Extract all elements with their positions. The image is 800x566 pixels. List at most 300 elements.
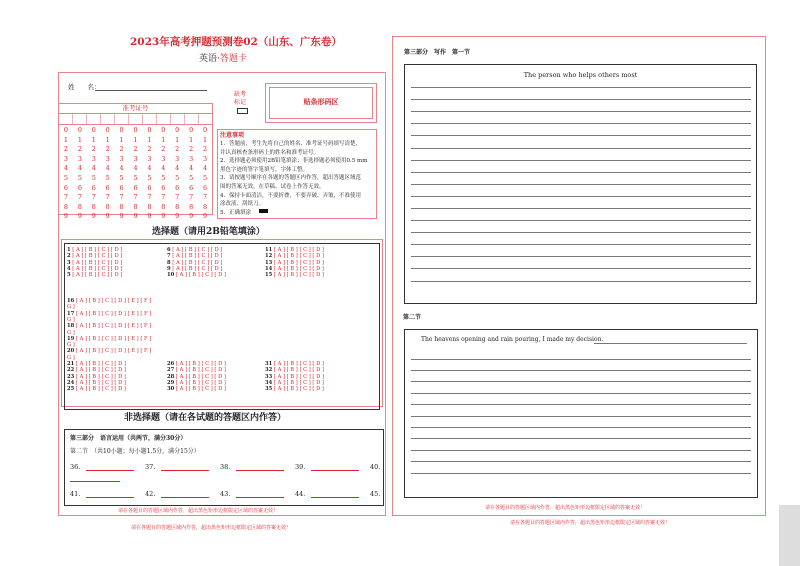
answer-line[interactable] xyxy=(411,438,751,439)
nonmc-title: 非选择题（请在各试题的答题区内作答） xyxy=(124,413,287,423)
blank-row-36-40[interactable] xyxy=(70,462,382,482)
exam-digit-option[interactable]: 6 xyxy=(91,183,96,192)
mc-options[interactable]: [ A ] [ B ] [ C ] [ D ] xyxy=(75,361,126,367)
exam-digit-option[interactable]: 5 xyxy=(77,173,82,182)
blank-number: 41. xyxy=(70,490,81,498)
card-title: 2023年高考押题预测卷02（山东、广东卷） xyxy=(130,36,342,48)
blank-number: 45. xyxy=(370,490,381,498)
mc-options[interactable]: [ A ] [ B ] [ C ] [ D ] [ E ] [ F ] xyxy=(75,310,152,317)
notes-line: 3．请按题号顺序在各题的答题区内作答，超出答题区域范 xyxy=(220,175,362,182)
edge-artifact xyxy=(779,505,800,566)
exam-digit-option[interactable]: 4 xyxy=(77,164,82,173)
exam-digit-option[interactable]: 9 xyxy=(175,212,180,221)
exam-digit-column[interactable] xyxy=(115,126,129,222)
exam-digit-column[interactable] xyxy=(156,126,170,222)
mc-options[interactable]: [ A ] [ B ] [ C ] [ D ] xyxy=(72,253,123,260)
notes-line: 围的答案无效，在草稿、试卷上作答无效。 xyxy=(220,183,325,190)
exam-digit-option[interactable]: 0 xyxy=(161,126,166,134)
answer-line[interactable] xyxy=(411,135,751,136)
exam-digit-option[interactable]: 4 xyxy=(175,164,180,173)
mc-question-number: 18 xyxy=(67,323,75,330)
exam-digit-option[interactable]: 4 xyxy=(119,164,124,173)
exam-digit-option[interactable]: 8 xyxy=(202,202,208,211)
exam-digit-option[interactable]: 2 xyxy=(202,145,208,154)
exam-digit-option[interactable]: 6 xyxy=(77,183,82,192)
subject-label: 英语 xyxy=(199,54,218,64)
mc-question-number: 8 xyxy=(167,259,171,266)
answer-blank[interactable] xyxy=(161,497,209,498)
answer-line[interactable] xyxy=(411,160,751,161)
notes-line: 涂改液、刮纸刀。 xyxy=(220,201,265,208)
exam-digit-option[interactable]: 4 xyxy=(91,164,96,173)
mc-question[interactable] xyxy=(67,323,151,329)
answer-line[interactable] xyxy=(411,416,751,417)
exam-digit-option[interactable]: 7 xyxy=(161,193,166,202)
mc-question-number: 29 xyxy=(167,379,175,386)
answer-line[interactable] xyxy=(411,281,751,282)
mc-options[interactable]: [ A ] [ B ] [ C ] [ D ] xyxy=(75,386,126,393)
answer-line[interactable] xyxy=(411,196,751,197)
answer-blank[interactable] xyxy=(86,497,134,498)
writing-part-heading: 第三部分 写作 第一节 xyxy=(404,49,471,56)
exam-digit-option[interactable]: 0 xyxy=(175,126,180,134)
name-field[interactable] xyxy=(95,90,207,91)
exam-digit-option[interactable]: 8 xyxy=(161,202,166,211)
mc-options[interactable]: [ A ] [ B ] [ C ] [ D ] xyxy=(273,379,324,386)
notes-title: 注意事项 xyxy=(220,132,245,139)
mc-question-number: 12 xyxy=(265,253,273,260)
exam-digit-option[interactable]: 7 xyxy=(91,193,96,202)
notes-box xyxy=(217,129,377,219)
mc-options[interactable]: [ A ] [ B ] [ C ] [ D ] xyxy=(172,259,223,266)
exam-number-inputs xyxy=(59,114,212,125)
mc-options[interactable]: [ A ] [ B ] [ C ] [ D ] xyxy=(175,379,226,386)
exam-digit-option[interactable]: 3 xyxy=(133,154,138,163)
exam-digit-option[interactable]: 7 xyxy=(175,193,180,202)
exam-digit-option[interactable]: 5 xyxy=(133,173,138,182)
mc-option-wrap: G ] xyxy=(67,304,75,311)
exam-digit-option[interactable]: 2 xyxy=(63,145,68,154)
exam-digit-option[interactable]: 6 xyxy=(119,183,124,192)
exam-digit-option[interactable]: 0 xyxy=(202,126,208,134)
exam-digit-option[interactable]: 6 xyxy=(133,183,138,192)
part3-heading: 第三部分 语言运用（共两节，满分30分） xyxy=(70,435,187,442)
answer-line[interactable] xyxy=(411,381,751,382)
answer-blank[interactable] xyxy=(70,481,120,482)
mc-question-number: 15 xyxy=(265,272,273,279)
warning-right-bottom: 请在各题目的答题区域内作答，超出黑色矩形边框限定区域的答案无效！ xyxy=(510,520,671,526)
exam-digit-option[interactable]: 8 xyxy=(175,202,180,211)
answer-line[interactable] xyxy=(411,184,751,185)
exam-digit-option[interactable]: 3 xyxy=(189,154,194,163)
mc-options[interactable]: [ A ] [ B ] [ C ] [ D ] xyxy=(72,272,123,279)
answer-line[interactable] xyxy=(411,268,751,269)
exam-digit-option[interactable]: 0 xyxy=(63,126,68,134)
exam-digit-option[interactable]: 0 xyxy=(133,126,138,134)
exam-digit-option[interactable]: 7 xyxy=(63,193,68,202)
exam-digit-option[interactable]: 6 xyxy=(189,183,194,192)
exam-digit-option[interactable]: 1 xyxy=(175,135,180,144)
mc-question-number: 2 xyxy=(67,253,71,260)
exam-digit-option[interactable]: 5 xyxy=(105,173,110,182)
mc-options[interactable]: [ A ] [ B ] [ C ] [ D ] xyxy=(175,361,226,367)
exam-digit-option[interactable]: 7 xyxy=(202,193,208,202)
mc-options[interactable]: [ A ] [ B ] [ C ] [ D ] xyxy=(273,265,324,272)
exam-digit-option[interactable]: 8 xyxy=(77,202,82,211)
mc-question-number: 20 xyxy=(67,348,75,355)
mc-options[interactable]: [ A ] [ B ] [ C ] [ D ] xyxy=(175,272,226,279)
exam-digit-option[interactable]: 2 xyxy=(91,145,96,154)
exam-digit-option[interactable]: 6 xyxy=(105,183,110,192)
answer-line[interactable] xyxy=(411,99,751,100)
mc-question[interactable] xyxy=(67,298,151,304)
exam-digit-option[interactable]: 3 xyxy=(91,154,96,163)
mc-options[interactable]: [ A ] [ B ] [ C ] [ D ] xyxy=(273,373,324,380)
answer-line[interactable] xyxy=(411,172,751,173)
mc-question[interactable] xyxy=(265,272,324,278)
mc-options[interactable]: [ A ] [ B ] [ C ] [ D ] [ E ] [ F ] xyxy=(75,323,152,330)
mc-options[interactable]: [ A ] [ B ] [ C ] [ D ] xyxy=(172,247,223,253)
exam-digit-option[interactable]: 5 xyxy=(175,173,180,182)
exam-number-box xyxy=(58,103,213,221)
answer-blank[interactable] xyxy=(86,470,134,471)
answer-line[interactable] xyxy=(411,370,751,371)
mc-options[interactable]: [ A ] [ B ] [ C ] [ D ] xyxy=(172,253,223,260)
essay1-title: The person who helps others most xyxy=(523,71,638,79)
exam-digit-option[interactable]: 6 xyxy=(147,183,152,192)
mc-question-number: 24 xyxy=(67,379,75,386)
essay2-lines[interactable] xyxy=(411,353,751,474)
section2-heading: 第二节 （共10小题；每小题1.5分，满分15分） xyxy=(70,448,200,455)
mc-question-number: 31 xyxy=(265,361,273,367)
answer-line[interactable] xyxy=(411,220,751,221)
mc-options[interactable]: [ A ] [ B ] [ C ] [ D ] xyxy=(175,386,226,393)
mc-question-number: 26 xyxy=(167,361,175,367)
exam-digit-option[interactable]: 3 xyxy=(63,154,68,163)
exam-digit-option[interactable]: 4 xyxy=(202,164,208,173)
mc-question-number: 30 xyxy=(167,386,175,393)
mc-options[interactable]: [ A ] [ B ] [ C ] [ D ] xyxy=(175,373,226,380)
exam-digit-option[interactable]: 2 xyxy=(133,145,138,154)
exam-digit-option[interactable]: 3 xyxy=(105,154,110,163)
mc-question-number: 6 xyxy=(167,247,171,253)
exam-digit-option[interactable]: 1 xyxy=(91,135,96,144)
mc-question-number: 28 xyxy=(167,373,175,380)
exam-digit-option[interactable]: 8 xyxy=(119,202,124,211)
answer-blank[interactable] xyxy=(161,470,209,471)
exam-digit-column[interactable] xyxy=(87,126,101,222)
blank-number: 36. xyxy=(70,463,81,471)
notes-line: 5．正确填涂 xyxy=(220,209,251,216)
exam-digit-column[interactable] xyxy=(142,126,156,222)
mc-options[interactable]: [ A ] [ B ] [ C ] [ D ] xyxy=(75,379,126,386)
exam-digit-option[interactable]: 1 xyxy=(202,135,208,144)
mc-question-number: 32 xyxy=(265,367,273,374)
exam-digit-option[interactable]: 2 xyxy=(175,145,180,154)
mc-options[interactable]: [ A ] [ B ] [ C ] [ D ] [ E ] [ F ] xyxy=(75,335,152,342)
mc-options[interactable]: [ A ] [ B ] [ C ] [ D ] xyxy=(172,265,223,272)
mc-question-number: 10 xyxy=(167,272,175,279)
section2-label: 第二节 xyxy=(403,314,422,321)
writing-section2-box[interactable] xyxy=(404,329,758,498)
mc-question-number: 25 xyxy=(67,386,75,393)
exam-digit-option[interactable]: 7 xyxy=(147,193,152,202)
exam-digit-option[interactable]: 7 xyxy=(133,193,138,202)
exam-digit-option[interactable]: 9 xyxy=(91,212,96,221)
exam-digit-option[interactable]: 0 xyxy=(147,126,152,134)
exam-digit-option[interactable]: 0 xyxy=(77,126,82,134)
nonmc-answer-area xyxy=(64,429,384,506)
mc-question-number: 3 xyxy=(67,259,71,266)
exam-digit-option[interactable]: 4 xyxy=(147,164,152,173)
answer-line[interactable] xyxy=(411,232,751,233)
exam-digit-option[interactable]: 2 xyxy=(119,145,124,154)
answer-line[interactable] xyxy=(411,256,751,257)
exam-digit-option[interactable]: 6 xyxy=(161,183,166,192)
mc-options[interactable]: [ A ] [ B ] [ C ] [ D ] xyxy=(72,265,123,272)
exam-digit-option[interactable]: 9 xyxy=(189,212,194,221)
answer-blank[interactable] xyxy=(311,470,359,471)
exam-digit-option[interactable]: 0 xyxy=(189,126,194,134)
mc-question-number: 27 xyxy=(167,367,175,374)
exam-digit-option[interactable]: 3 xyxy=(175,154,180,163)
warning-left-bottom: 请在各题目的答题区域内作答，超出黑色矩形边框限定区域的答案无效！ xyxy=(131,525,292,531)
card-subtitle: 英语·答题卡 xyxy=(199,54,247,64)
exam-digit-option[interactable]: 3 xyxy=(202,154,208,163)
exam-digit-option[interactable]: 8 xyxy=(189,202,194,211)
essay1-lines[interactable] xyxy=(411,81,751,282)
exam-digit-option[interactable]: 5 xyxy=(202,173,208,182)
answer-line[interactable] xyxy=(411,404,751,405)
exam-digit-option[interactable]: 2 xyxy=(189,145,194,154)
exam-digit-option[interactable]: 9 xyxy=(161,212,166,221)
exam-digit-option[interactable]: 6 xyxy=(175,183,180,192)
exam-digit-option[interactable]: 6 xyxy=(63,183,68,192)
mc-question-number: 11 xyxy=(265,247,273,253)
mc-option-wrap: G ] xyxy=(67,316,75,323)
barcode-label: 贴条形码区 xyxy=(303,97,339,106)
writing-section1-box[interactable] xyxy=(404,64,757,304)
exam-digit-option[interactable]: 3 xyxy=(147,154,152,163)
answer-blank[interactable] xyxy=(236,470,284,471)
mc-question-number: 22 xyxy=(67,367,75,374)
exam-digit-option[interactable]: 8 xyxy=(147,202,152,211)
exam-digit-column[interactable] xyxy=(101,126,115,222)
mc-option-wrap: G ] xyxy=(67,342,75,349)
exam-digit-option[interactable]: 5 xyxy=(119,173,124,182)
exam-digit-option[interactable]: 9 xyxy=(133,212,138,221)
exam-digit-option[interactable]: 0 xyxy=(91,126,96,134)
exam-digit-option[interactable]: 8 xyxy=(91,202,96,211)
mc-title: 选择题（请用2B铅笔填涂） xyxy=(152,227,265,237)
notes-line: 并认真核查条形码上的姓名和准考证号。 xyxy=(220,149,320,156)
mc-question-number: 14 xyxy=(265,265,273,272)
exam-digit-option[interactable]: 9 xyxy=(202,212,208,221)
answer-line[interactable] xyxy=(411,111,751,112)
mc-question-number: 17 xyxy=(67,310,75,317)
mc-question[interactable] xyxy=(167,272,226,278)
exam-digit-option[interactable]: 9 xyxy=(147,212,152,221)
mc-question-number: 5 xyxy=(67,272,71,279)
absent-mark-box[interactable] xyxy=(237,108,248,114)
mc-options[interactable]: [ A ] [ B ] [ C ] [ D ] xyxy=(273,272,324,279)
exam-digit-option[interactable]: 7 xyxy=(189,193,194,202)
exam-digit-column[interactable] xyxy=(59,126,73,222)
answer-line[interactable] xyxy=(411,87,751,88)
mc-options[interactable]: [ A ] [ B ] [ C ] [ D ] xyxy=(75,367,126,374)
exam-digit-option[interactable]: 5 xyxy=(147,173,152,182)
exam-digit-option[interactable]: 2 xyxy=(147,145,152,154)
exam-number-title: 准考证号 xyxy=(59,104,212,114)
absent-mark-label: 缺考 标记 xyxy=(234,91,247,106)
notes-line: 4．保持卡面清洁，不要折叠，不要弄破、弄皱，不准使用 xyxy=(220,192,362,199)
exam-digit-column[interactable] xyxy=(170,126,184,222)
answer-line[interactable] xyxy=(411,244,751,245)
mc-question-number: 35 xyxy=(265,386,273,393)
exam-digit-option[interactable]: 3 xyxy=(77,154,82,163)
mc-question-number: 1 xyxy=(67,247,71,253)
answer-line[interactable] xyxy=(411,461,751,462)
exam-digit-option[interactable]: 1 xyxy=(105,135,110,144)
name-label: 姓 名： xyxy=(68,83,101,91)
exam-digit-option[interactable]: 2 xyxy=(77,145,82,154)
exam-digit-option[interactable]: 0 xyxy=(119,126,124,134)
mc-option-wrap: G ] xyxy=(67,354,75,361)
exam-digit-option[interactable]: 3 xyxy=(161,154,166,163)
mc-question-number: 34 xyxy=(265,379,273,386)
mc-question[interactable] xyxy=(67,336,151,342)
mc-question-number: 13 xyxy=(265,259,273,266)
notes-line: 2．选择题必须使用2B铅笔填涂；非选择题必须使用0.5 mm xyxy=(220,158,368,165)
exam-digit-option[interactable]: 4 xyxy=(161,164,166,173)
mc-options[interactable]: [ A ] [ B ] [ C ] [ D ] [ E ] [ F ] xyxy=(75,348,152,355)
blank-number: 38. xyxy=(220,463,231,471)
warning-right-inner: 请在各题目的答题区域内作答，超出黑色矩形边框限定区域的答案无效！ xyxy=(485,505,646,511)
mc-question-number: 7 xyxy=(167,253,171,260)
blank-number: 44. xyxy=(295,490,306,498)
exam-digit-option[interactable]: 7 xyxy=(119,193,124,202)
mc-option-wrap: G ] xyxy=(67,329,75,336)
mc-options[interactable]: [ A ] [ B ] [ C ] [ D ] [ E ] [ F ] xyxy=(75,298,152,304)
exam-digit-option[interactable]: 8 xyxy=(133,202,138,211)
answer-card-label: 答题卡 xyxy=(219,54,247,64)
exam-digit-column[interactable] xyxy=(73,126,87,222)
mc-options[interactable]: [ A ] [ B ] [ C ] [ D ] xyxy=(72,259,123,266)
exam-digit-option[interactable]: 1 xyxy=(133,135,138,144)
exam-digit-option[interactable]: 2 xyxy=(105,145,110,154)
exam-digit-option[interactable]: 4 xyxy=(189,164,194,173)
warning-left-inner: 请在各题目的答题区域内作答，超出黑色矩形边框限定区域的答案无效！ xyxy=(118,508,279,514)
barcode-area xyxy=(265,83,377,123)
answer-line[interactable] xyxy=(411,393,751,394)
exam-digit-option[interactable]: 8 xyxy=(105,202,110,211)
answer-blank[interactable] xyxy=(236,497,284,498)
exam-digit-option[interactable]: 9 xyxy=(77,212,82,221)
exam-digit-option[interactable]: 4 xyxy=(105,164,110,173)
mc-question[interactable] xyxy=(67,348,151,354)
mc-options[interactable]: [ A ] [ B ] [ C ] [ D ] xyxy=(273,259,324,266)
mc-options[interactable]: [ A ] [ B ] [ C ] [ D ] xyxy=(273,253,324,260)
answer-line[interactable] xyxy=(411,208,751,209)
exam-digit-option[interactable]: 1 xyxy=(77,135,82,144)
exam-digit-option[interactable]: 6 xyxy=(202,183,208,192)
exam-digit-option[interactable]: 4 xyxy=(133,164,138,173)
blank-number: 40. xyxy=(370,463,381,471)
blank-number: 42. xyxy=(145,490,156,498)
mc-question-number: 16 xyxy=(67,298,75,304)
exam-digit-option[interactable]: 5 xyxy=(161,173,166,182)
mc-question[interactable] xyxy=(265,386,324,392)
mc-question[interactable] xyxy=(67,272,122,278)
blank-row-41-45[interactable] xyxy=(70,489,382,501)
exam-digit-column[interactable] xyxy=(198,126,212,222)
mc-options[interactable]: [ A ] [ B ] [ C ] [ D ] xyxy=(175,367,226,374)
blank-number: 37. xyxy=(145,463,156,471)
exam-digit-option[interactable]: 1 xyxy=(63,135,68,144)
exam-digit-option[interactable]: 9 xyxy=(119,212,124,221)
exam-digit-grid[interactable] xyxy=(59,125,212,222)
exam-digit-option[interactable]: 1 xyxy=(119,135,124,144)
exam-digit-option[interactable]: 4 xyxy=(63,164,68,173)
mc-question-number: 23 xyxy=(67,373,75,380)
mc-question[interactable] xyxy=(67,386,126,392)
mc-question-number: 21 xyxy=(67,361,75,367)
notes-line: 1．答题前，考生先将自己的姓名、准考证号码填写清楚， xyxy=(220,141,362,147)
answer-line[interactable] xyxy=(411,123,751,124)
mc-question-number: 33 xyxy=(265,373,273,380)
exam-digit-option[interactable]: 7 xyxy=(105,193,110,202)
mc-question-number: 19 xyxy=(67,335,75,342)
answer-line[interactable] xyxy=(411,473,751,474)
exam-digit-option[interactable]: 5 xyxy=(189,173,194,182)
exam-digit-option[interactable]: 2 xyxy=(161,145,166,154)
exam-digit-option[interactable]: 1 xyxy=(189,135,194,144)
mc-question[interactable] xyxy=(67,311,151,317)
answer-line[interactable] xyxy=(411,450,751,451)
exam-digit-option[interactable]: 3 xyxy=(119,154,124,163)
answer-line[interactable] xyxy=(411,427,751,428)
exam-digit-option[interactable]: 5 xyxy=(91,173,96,182)
exam-digit-option[interactable]: 1 xyxy=(147,135,152,144)
exam-digit-column[interactable] xyxy=(184,126,198,222)
mc-questions[interactable] xyxy=(67,247,375,397)
answer-line[interactable] xyxy=(411,359,751,360)
mc-question[interactable] xyxy=(167,386,226,392)
notes-body xyxy=(220,140,374,217)
essay2-opening: The heavens opening and rain pouring, I made my decision. xyxy=(421,336,604,343)
mc-options[interactable]: [ A ] [ B ] [ C ] [ D ] xyxy=(273,247,324,253)
mc-question-number: 9 xyxy=(167,265,171,272)
exam-digit-option[interactable]: 9 xyxy=(63,212,68,221)
notes-line: 黑色字迹的签字笔填写，字体工整。 xyxy=(220,166,309,173)
exam-digit-option[interactable]: 8 xyxy=(63,202,68,211)
mc-options[interactable]: [ A ] [ B ] [ C ] [ D ] xyxy=(273,361,324,367)
answer-line[interactable] xyxy=(411,148,751,149)
answer-blank[interactable] xyxy=(311,497,359,498)
exam-digit-option[interactable]: 7 xyxy=(77,193,82,202)
mc-options[interactable]: [ A ] [ B ] [ C ] [ D ] xyxy=(273,386,324,393)
blank-number: 39. xyxy=(295,463,306,471)
exam-digit-option[interactable]: 9 xyxy=(105,212,110,221)
exam-digit-option[interactable]: 0 xyxy=(105,126,110,134)
exam-digit-option[interactable]: 1 xyxy=(161,135,166,144)
mc-options[interactable]: [ A ] [ B ] [ C ] [ D ] xyxy=(75,373,126,380)
exam-digit-option[interactable]: 5 xyxy=(63,173,68,182)
mc-options[interactable]: [ A ] [ B ] [ C ] [ D ] xyxy=(72,247,123,253)
exam-digit-column[interactable] xyxy=(129,126,143,222)
mc-question-number: 4 xyxy=(67,265,71,272)
mc-options[interactable]: [ A ] [ B ] [ C ] [ D ] xyxy=(273,367,324,374)
